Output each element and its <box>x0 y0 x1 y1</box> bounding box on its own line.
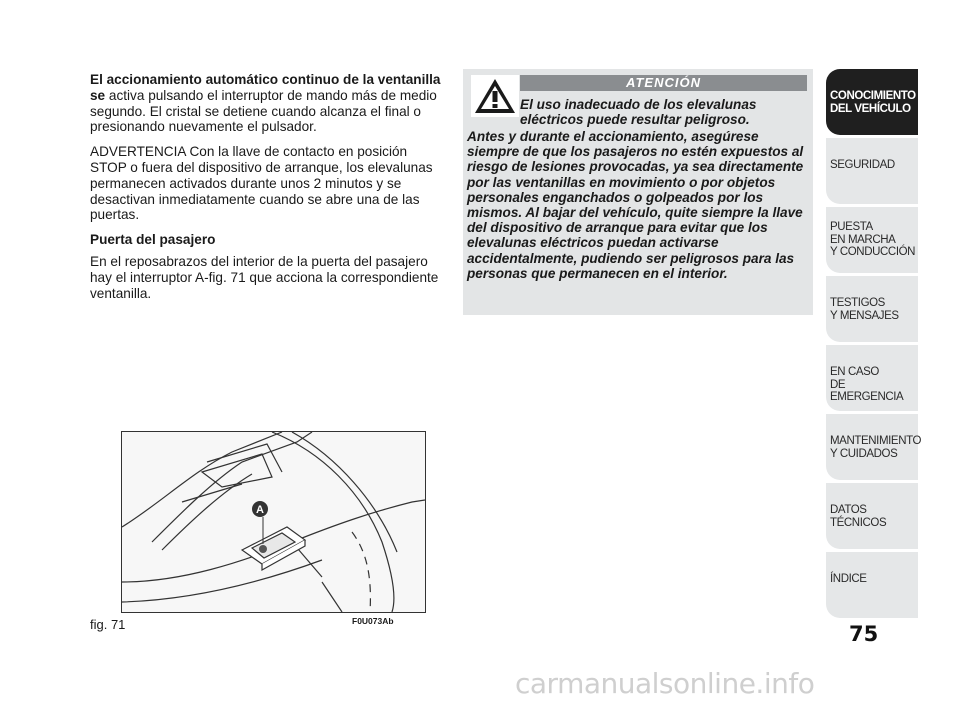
figure-code: F0U073Ab <box>352 616 394 626</box>
paragraph-auto-window-lead: El accionamiento automático continuo de la ventanilla se <box>90 72 441 103</box>
tab-indice[interactable]: ÍNDICE <box>826 552 918 618</box>
paragraph-advertencia: ADVERTENCIA Con la llave de contacto en posición STOP o fuera del dispositivo de arranque, los elevalunas permanecen activados durante unos 2 minutos y se desactivan inmediatamente cuando se abre una de las puertas. <box>90 144 433 223</box>
page-number: 75 <box>849 622 879 646</box>
tab-seguridad[interactable]: SEGURIDAD <box>826 138 918 204</box>
chapter-tabs <box>826 69 922 621</box>
figure-caption: fig. 71 <box>90 617 126 632</box>
figure-71-illustration <box>121 431 426 613</box>
footer-watermark: carmanualsonline.info <box>515 667 815 700</box>
tab-mantenimiento[interactable]: MANTENIMIENTO Y CUIDADOS <box>826 414 918 480</box>
warning-box <box>463 69 813 315</box>
tab-en-caso-de-emergencia[interactable]: EN CASO DE EMERGENCIA <box>826 345 918 411</box>
warning-body-text: Antes y durante el accionamiento, asegúrese siempre de que los pasajeros no estén expuestos al riesgo de lesiones provocadas, ya sea directamente por las ventanillas en movimiento o por objetos personales enganchados o golpeados por los mismos. Al bajar del vehículo, quite siempre la llave del dispositivo de arranque para evitar que los elevalunas eléctricos puedan activarse accidentalmente, pudiendo ser peligrosos para las personas que permanecen en el interior. <box>467 129 804 281</box>
figure-callout-a: A <box>256 504 264 516</box>
section-heading-passenger-door: Puerta del pasajero <box>90 232 216 248</box>
tab-testigos-y-mensajes[interactable]: TESTIGOS Y MENSAJES <box>826 276 918 342</box>
tab-conocimiento-del-vehiculo[interactable]: CONOCIMIENTO DEL VEHÍCULO <box>826 69 918 135</box>
tab-puesta-en-marcha[interactable]: PUESTA EN MARCHA Y CONDUCCIÓN <box>826 207 918 273</box>
warning-title: ATENCIÓN <box>520 75 807 91</box>
door-armrest-drawing <box>122 432 425 612</box>
warning-lead-text: El uso inadecuado de los elevalunas eléctricos puede resultar peligroso. <box>520 97 757 128</box>
paragraph-auto-window-text: activa pulsando el interruptor de mando más de medio segundo. El cristal se detiene cuando alcanza el final o presionando nuevamente el pulsador. <box>90 87 437 135</box>
paragraph-auto-window <box>90 72 442 135</box>
body-text-column <box>90 72 442 310</box>
warning-triangle-icon <box>471 75 519 117</box>
tab-datos-tecnicos[interactable]: DATOS TÉCNICOS <box>826 483 918 549</box>
paragraph-passenger-door: En el reposabrazos del interior de la puerta del pasajero hay el interruptor A-fig. 71 que acciona la correspondiente ventanilla. <box>90 253 439 301</box>
